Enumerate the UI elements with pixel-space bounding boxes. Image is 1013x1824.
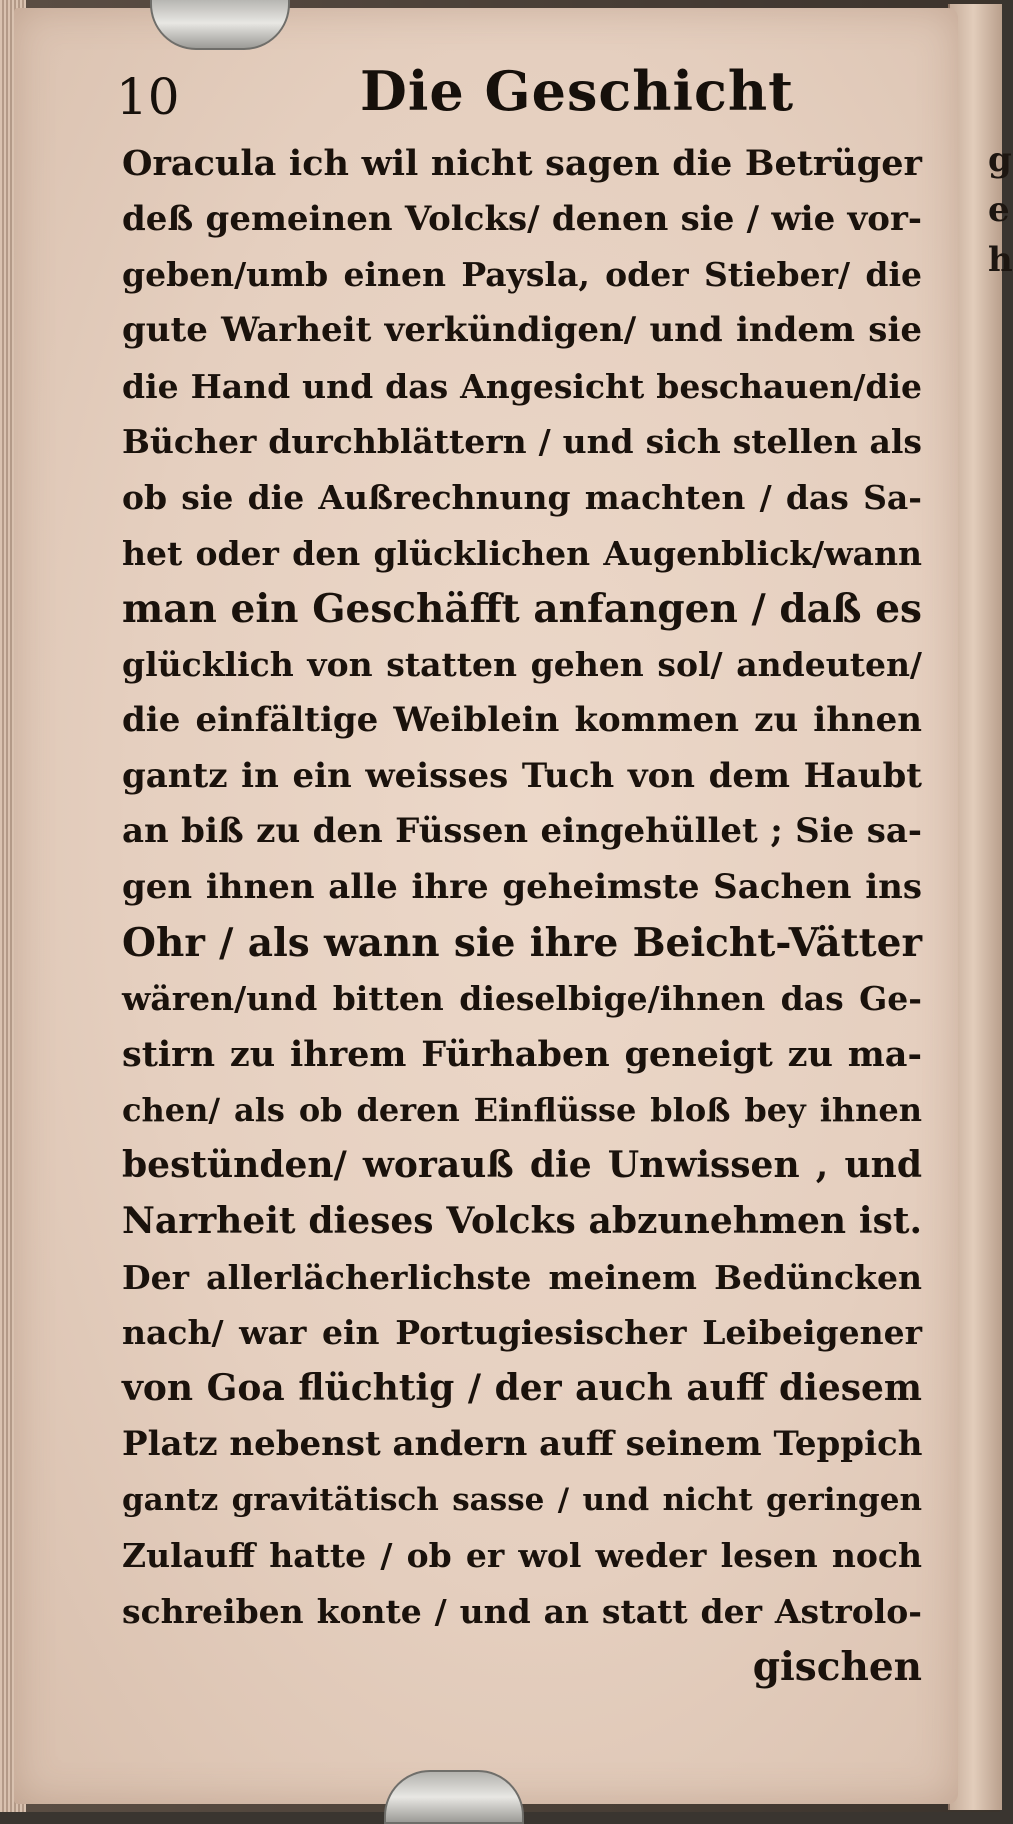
text-line: deß gemeinen Volcks/ denen sie / wie vor- — [122, 198, 922, 239]
top-clip — [150, 0, 290, 50]
text-line: gen ihnen alle ihre geheimste Sachen ins — [122, 866, 922, 907]
text-line: Ohr / als wann sie ihre Beicht-Vätter — [122, 919, 922, 966]
body-text — [122, 136, 922, 1695]
text-line: Der allerlächerlichste meinem Bedüncken — [122, 1257, 922, 1297]
text-line: Zulauff hatte / ob er wol weder lesen noch — [122, 1536, 922, 1576]
next-page-letter: e — [988, 190, 1010, 230]
next-page-letter: g — [988, 140, 1012, 180]
text-line: die einfältige Weiblein kommen zu ihnen — [122, 699, 922, 740]
text-line: Oracula ich wil nicht sagen die Betrüger — [122, 143, 922, 184]
bottom-clip — [384, 1770, 524, 1824]
text-line: Narrheit dieses Volcks abzunehmen ist. — [122, 1200, 922, 1243]
text-line: chen/ als ob deren Einflüsse bloß bey ihnen — [122, 1090, 922, 1129]
text-line: gute Warheit verkündigen/ und indem sie — [122, 310, 922, 351]
text-line: het oder den glücklichen Augenblick/wann — [122, 533, 922, 573]
text-line: ob sie die Außrechnung machten / das Sa- — [122, 478, 922, 518]
text-line: man ein Geschäfft anfangen / daß es — [122, 585, 922, 632]
text-line: wären/und bitten dieselbige/ihnen das Ge- — [122, 979, 922, 1019]
page-number: 10 — [116, 68, 180, 126]
text-line: schreiben konte / und an statt der Astrolo- — [122, 1591, 922, 1631]
text-line: Bücher durchblättern / und sich stellen als — [122, 422, 922, 462]
text-line: stirn zu ihrem Fürhaben geneigt zu ma- — [122, 1034, 922, 1075]
next-page-letter: h — [988, 240, 1013, 280]
text-line: nach/ war ein Portugiesischer Leibeigener — [122, 1313, 922, 1353]
text-line: von Goa flüchtig / der auch auff diesem — [122, 1367, 922, 1410]
text-line: Platz nebenst andern auff seinem Teppich — [122, 1423, 923, 1464]
text-line: bestünden/ worauß die Unwissen , und — [122, 1144, 922, 1187]
text-line: an biß zu den Füssen eingehüllet ; Sie sa- — [122, 811, 922, 852]
text-line: die Hand und das Angesicht beschauen/die — [122, 366, 922, 406]
text-line: geben/umb einen Paysla, oder Stieber/ die — [122, 255, 922, 295]
running-title: Die Geschicht — [360, 59, 795, 123]
text-line: gantz gravitätisch sasse / und nicht geringen — [122, 1481, 922, 1518]
text-line: glücklich von statten gehen sol/ andeuten/ — [122, 645, 922, 685]
catchword: gischen — [752, 1643, 922, 1690]
text-line: gantz in ein weisses Tuch von dem Haubt — [122, 755, 922, 796]
